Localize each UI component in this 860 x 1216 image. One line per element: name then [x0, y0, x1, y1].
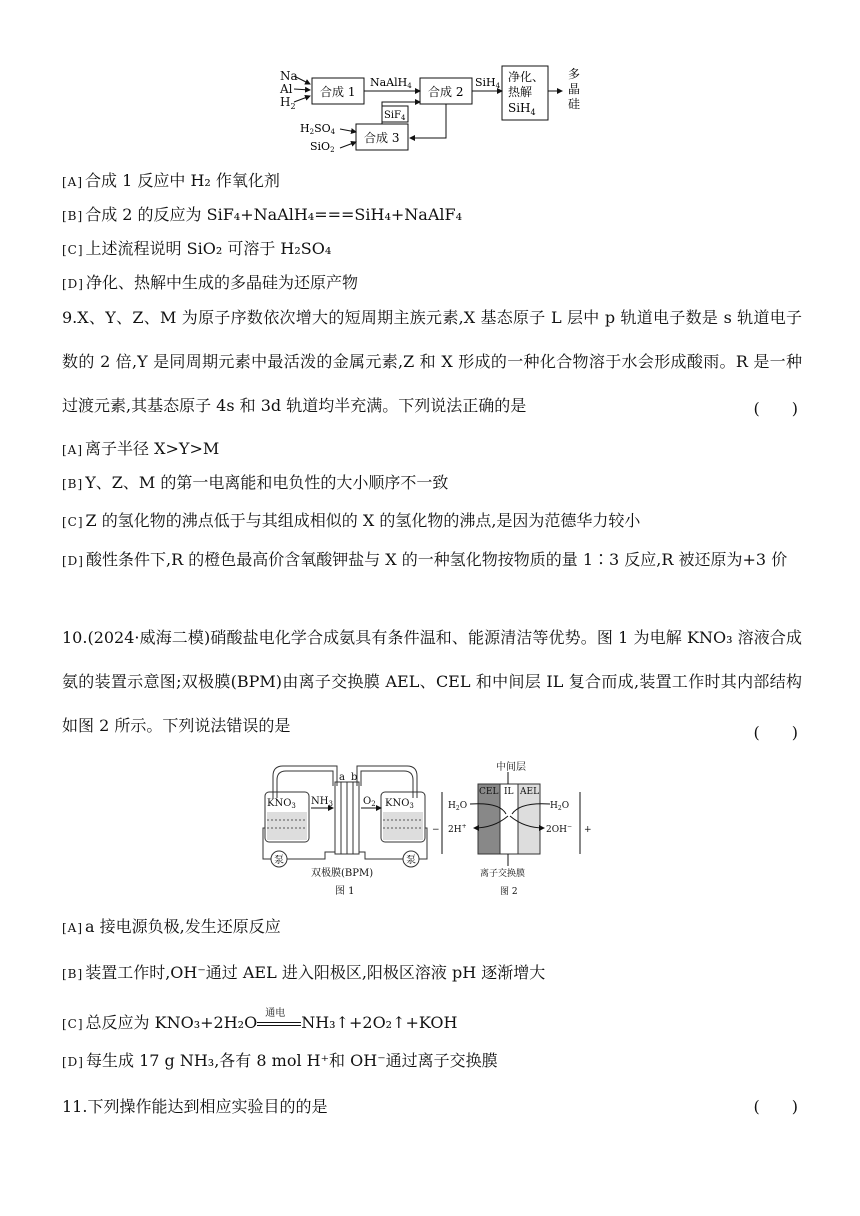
option-tag: [A] [62, 921, 84, 935]
fig2-caption: 图 2 [500, 887, 518, 897]
q9-stem: 9.X、Y、Z、M 为原子序数依次增大的短周期主族元素,X 基态原子 L 层中 p 轨道电子数是 s 轨道电子数的 2 倍,Y 是同周期元素中最活泼的金属元素,Z 和 X 形成的一种化合物溶于水会形成酸雨。R 是一种过渡元素,其基态原子 4s 和 3d 轨道均半充满。下列说法正确的是 [62, 308, 802, 415]
middle-layer-label: 中间层 [496, 762, 526, 773]
option-text: 离子半径 X>Y>M [85, 439, 220, 458]
pump-right-label: 泵 [406, 855, 416, 866]
reaction-arrow [257, 1007, 301, 1032]
product-2: 晶 [568, 82, 581, 96]
q8-option-b [62, 202, 462, 225]
minus-pole: − [432, 825, 440, 835]
electrode-a-label: a [339, 772, 345, 783]
option-text: 上述流程说明 SiO₂ 可溶于 H₂SO₄ [85, 239, 332, 258]
pump-left-label: 泵 [274, 855, 284, 866]
fig1-caption: 图 1 [335, 886, 355, 897]
q10-option-c [62, 1007, 458, 1033]
membrane-label: 离子交换膜 [480, 869, 526, 879]
q9-answer-paren: ( ) [753, 399, 798, 418]
synthesis-2-label: 合成 2 [428, 85, 464, 99]
electrolysis-figure-1 [255, 758, 435, 900]
option-tag: [D] [62, 1055, 84, 1069]
q11-answer-paren: ( ) [753, 1097, 798, 1116]
synthesis-3-label: 合成 3 [364, 131, 400, 145]
q10-option-d [62, 1048, 498, 1071]
reagent-h2so4: H2SO4 [300, 122, 336, 136]
h2o-left-label: $H_2O$ [448, 801, 468, 812]
product-3: 硅 [568, 97, 581, 111]
option-tag: [B] [62, 209, 84, 223]
il-label: IL [504, 787, 514, 797]
flowchart-diagram [270, 62, 610, 162]
bpm-label: 双极膜(BPM) [311, 868, 374, 879]
q8-option-a [62, 168, 280, 191]
o2-label: $O_2$ [363, 796, 376, 808]
h2o-right-label: $H_2O$ [550, 801, 570, 812]
option-tag: [C] [62, 243, 84, 257]
electrode-b-label: b [351, 772, 358, 783]
reaction-condition: 通电 [265, 1007, 286, 1019]
option-text: Z 的氢化物的沸点低于与其组成相似的 X 的氢化物的沸点,是因为范德华力较小 [85, 511, 641, 530]
arrow2-label: SiH4 [475, 76, 501, 90]
q10-answer-paren: ( ) [753, 723, 798, 742]
option-tag: [A] [62, 443, 84, 457]
option-tag: [B] [62, 967, 84, 981]
option-text: 合成 2 的反应为 SiF₄+NaAlH₄===SiH₄+NaAlF₄ [85, 205, 463, 224]
option-tag: [D] [62, 277, 84, 291]
bpm-structure-figure-2 [430, 758, 600, 900]
option-text: a 接电源负极,发生还原反应 [85, 917, 281, 936]
option-text: 合成 1 反应中 H₂ 作氧化剂 [85, 171, 280, 190]
q10-stem: 10.(2024·威海二模)硝酸盐电化学合成氨具有条件温和、能源清洁等优势。图 1 为电解 KNO₃ 溶液合成氨的装置示意图;双极膜(BPM)由离子交换膜 AEL、CEL 和中间层 IL 复合而成,装置工作时其内部结构如图 2 所示。下列说法错误的是 [62, 628, 802, 735]
option-tag: [B] [62, 477, 84, 491]
option-tag: [A] [62, 175, 84, 189]
q8-option-d [62, 270, 358, 293]
sif4-label: SiF$_4$ [384, 110, 406, 122]
q9-option-d [62, 538, 802, 583]
q11-stem: 11.下列操作能达到相应实验目的的是 [62, 1097, 328, 1116]
option-text: 净化、热解中生成的多晶硅为还原产物 [85, 273, 358, 292]
reagent-sio2: SiO2 [310, 140, 335, 154]
oh-ion-label: 2OH− [546, 823, 572, 835]
reagent-al: Al [280, 82, 293, 96]
kno3-right-label: $KNO_3$ [385, 798, 414, 810]
product-1: 多 [568, 67, 581, 81]
cel-label: CEL [479, 787, 499, 797]
kno3-left-label: $KNO_3$ [267, 798, 296, 810]
q9-option-a [62, 436, 219, 459]
q8-option-c [62, 236, 331, 259]
option-text: 每生成 17 g NH₃,各有 8 mol H⁺和 OH⁻通过离子交换膜 [85, 1051, 498, 1070]
q9-option-b [62, 470, 448, 493]
purify-label-2: 热解 [508, 85, 533, 99]
ael-label: AEL [520, 787, 540, 797]
option-tag: [C] [62, 515, 84, 529]
reaction-products: NH₃↑+2O₂↑+KOH [301, 1013, 458, 1032]
arrow1-label: NaAlH4 [370, 76, 412, 90]
option-tag: [C] [62, 1017, 84, 1031]
h-ion-label: 2H+ [448, 823, 467, 835]
purify-label-3: SiH$_4$ [508, 101, 536, 117]
synthesis-1-label: 合成 1 [320, 85, 356, 99]
reagent-h2: $H_2$ [280, 95, 296, 111]
nh3-label: $NH_3$ [311, 796, 333, 808]
option-text: 酸性条件下,R 的橙色最高价含氧酸钾盐与 X 的一种氢化物按物质的量 1∶3 反应,R 被还原为+3 价 [85, 550, 788, 569]
option-text: Y、Z、M 的第一电离能和电负性的大小顺序不一致 [85, 473, 449, 492]
plus-pole: + [584, 825, 592, 835]
q9-option-c [62, 508, 640, 531]
reagent-na: Na [280, 69, 298, 83]
option-tag: [D] [62, 554, 84, 568]
option-text: 装置工作时,OH⁻通过 AEL 进入阳极区,阳极区溶液 pH 逐渐增大 [85, 963, 546, 982]
q10-option-b [62, 960, 545, 983]
option-text: 总反应为 KNO₃+2H₂O [85, 1013, 258, 1032]
purify-label-1: 净化、 [508, 70, 545, 84]
q10-option-a [62, 914, 281, 937]
